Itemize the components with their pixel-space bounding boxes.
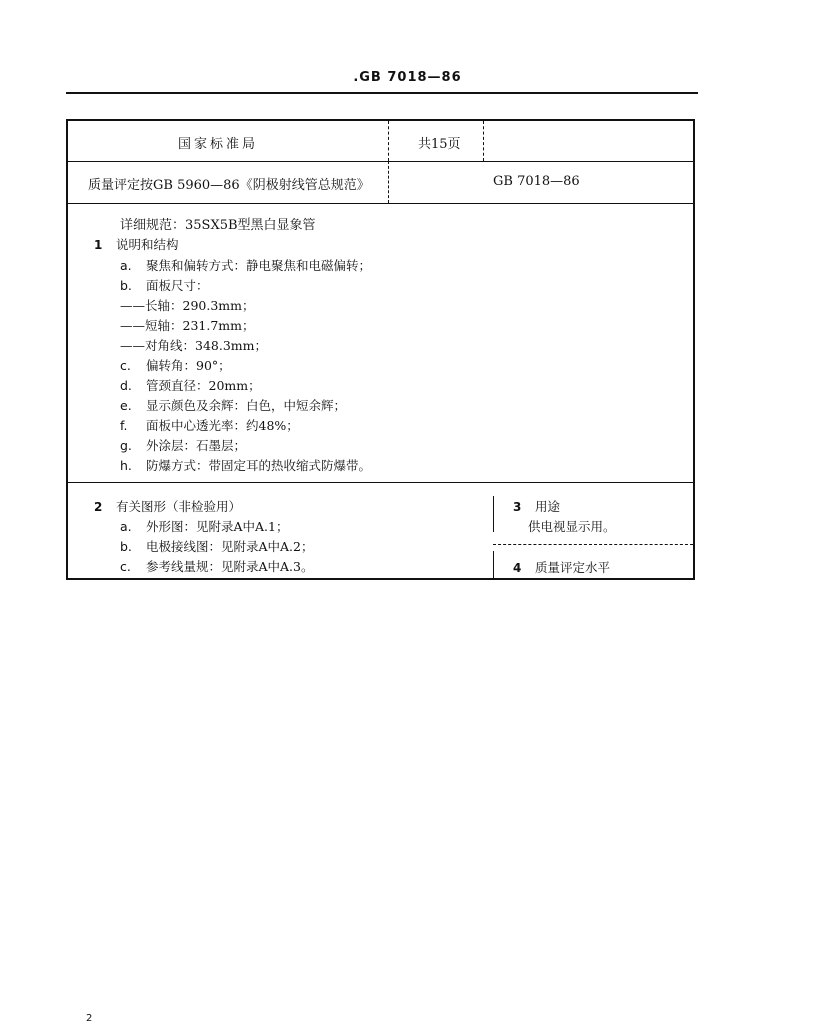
section3-heading: 3 用途: [513, 499, 561, 514]
section4-left-border: [493, 551, 494, 578]
section2-heading: 2 有关图形（非检验用）: [94, 499, 242, 514]
standard-code-header: .GB 7018—86: [353, 70, 462, 85]
section4-heading: 4 质量评定水平: [513, 560, 611, 575]
list-item: g. 外涂层：石墨层；: [120, 438, 247, 453]
issuer-name: 国家标准局: [178, 137, 259, 152]
section1-heading: 1 说明和结构: [94, 237, 179, 252]
header-rule: [66, 92, 698, 94]
detail-spec: 详细规范：35SX5B型黑白显象管: [120, 218, 316, 233]
row-divider-2: [68, 203, 693, 204]
page-count: 共15页: [418, 137, 461, 152]
standard-number: GB 7018—86: [493, 174, 580, 189]
list-item: d. 管颈直径：20mm；: [120, 378, 261, 393]
issuer-pages-divider: [388, 121, 389, 161]
row-divider-1: [68, 161, 693, 162]
quality-basis: 质量评定按GB 5960—86《阴极射线管总规范》: [88, 178, 370, 193]
page-number: 2: [86, 1013, 93, 1024]
list-item: ——长轴：290.3mm；: [120, 298, 255, 313]
section3-left-border: [493, 496, 494, 532]
list-item: c. 参考线量规：见附录A中A.3。: [120, 559, 314, 574]
basis-code-divider: [388, 161, 389, 203]
list-item: b. 面板尺寸：: [120, 278, 209, 293]
list-item: ——对角线：348.3mm；: [120, 338, 267, 353]
list-item: a. 聚焦和偏转方式：静电聚焦和电磁偏转；: [120, 258, 372, 273]
section3-text: 供电视显示用。: [528, 519, 616, 534]
row-divider-3: [68, 482, 693, 483]
list-item: b. 电极接线图：见附录A中A.2；: [120, 539, 314, 554]
section3-4-divider: [493, 544, 693, 545]
list-item: ——短轴：231.7mm；: [120, 318, 255, 333]
list-item: h. 防爆方式：带固定耳的热收缩式防爆带。: [120, 458, 372, 473]
pages-blank-divider: [483, 121, 484, 161]
list-item: c. 偏转角：90°；: [120, 358, 231, 373]
list-item: f. 面板中心透光率：约48%；: [120, 418, 299, 433]
list-item: e. 显示颜色及余辉：白色，中短余辉；: [120, 398, 347, 413]
spec-form-table: [66, 119, 695, 580]
list-item: a. 外形图：见附录A中A.1；: [120, 519, 289, 534]
